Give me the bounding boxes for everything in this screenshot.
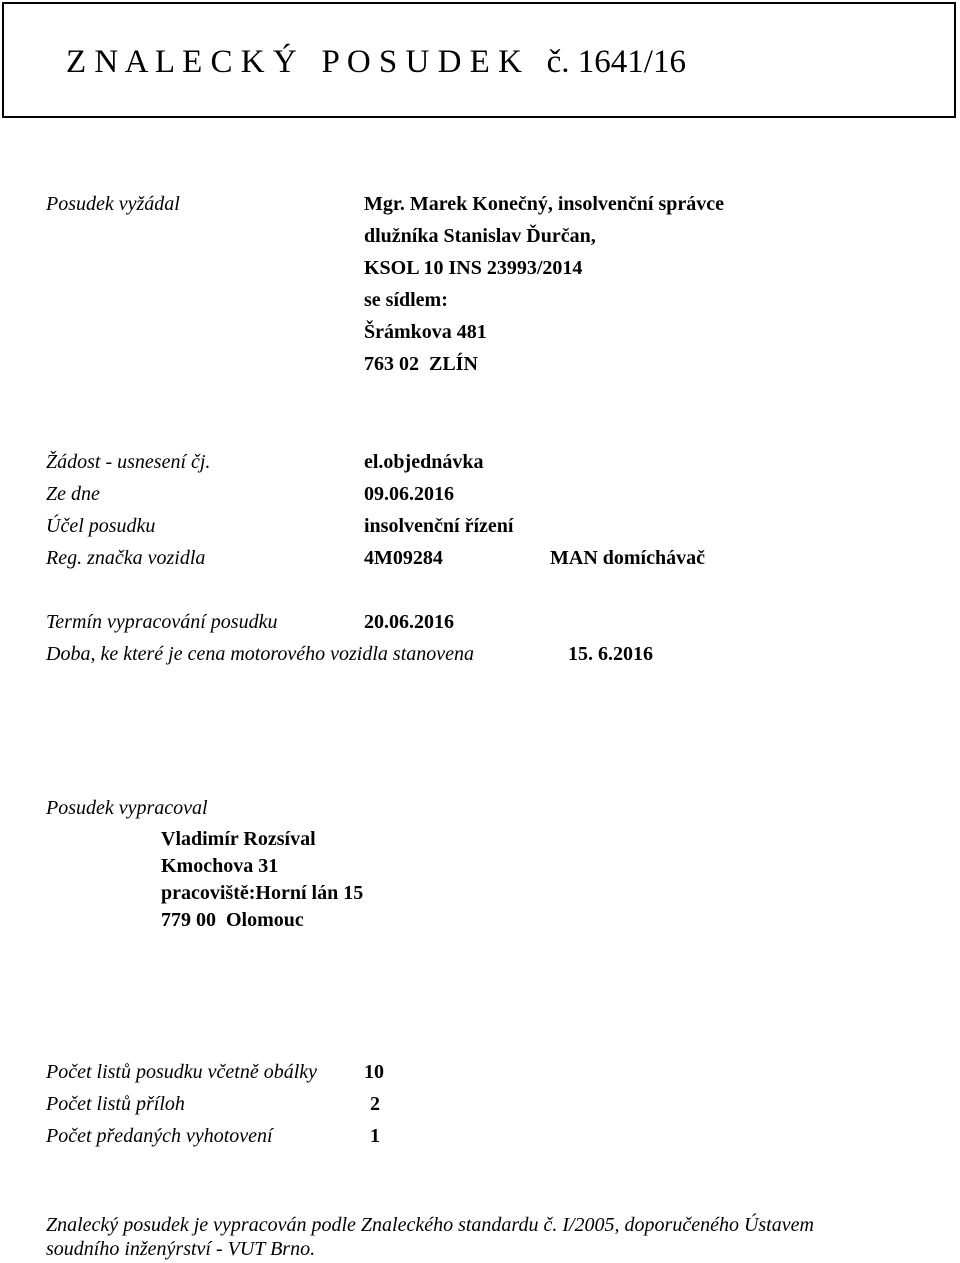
copies-value: 1 — [370, 1125, 380, 1147]
plate-label: Reg. značka vozidla — [46, 547, 206, 569]
requested-by-line: 763 02 ZLÍN — [364, 353, 478, 375]
prepared-by-block — [161, 826, 363, 934]
sheets-value: 10 — [364, 1061, 384, 1083]
plate-value: 4M09284 — [364, 547, 443, 569]
request-value: el.objednávka — [364, 451, 484, 473]
prepared-by-label: Posudek vypracoval — [46, 797, 208, 819]
copies-label: Počet předaných vyhotovení — [46, 1125, 273, 1147]
attachments-label: Počet listů příloh — [46, 1093, 185, 1115]
requested-by-line: KSOL 10 INS 23993/2014 — [364, 257, 583, 279]
valuation-date-label: Doba, ke které je cena motorového vozidla stanovena — [46, 643, 475, 665]
deadline-label: Termín vypracování posudku — [46, 611, 278, 633]
date-value: 09.06.2016 — [364, 483, 454, 505]
prepared-by-line: Vladimír Rozsíval — [161, 828, 316, 850]
date-label: Ze dne — [46, 483, 100, 505]
requested-by-line: se sídlem: — [364, 289, 448, 311]
requested-by-label: Posudek vyžádal — [46, 193, 180, 215]
footer-line-2: soudního inženýrství - VUT Brno. — [46, 1238, 316, 1260]
valuation-date-value: 15. 6.2016 — [568, 643, 653, 665]
request-label: Žádost - usnesení čj. — [46, 451, 211, 473]
requested-by-line: Šrámkova 481 — [364, 321, 487, 343]
attachments-value: 2 — [370, 1093, 380, 1115]
prepared-by-line: 779 00 Olomouc — [161, 909, 304, 931]
sheets-label: Počet listů posudku včetně obálky — [46, 1061, 318, 1083]
purpose-label: Účel posudku — [46, 515, 156, 537]
purpose-value: insolvenční řízení — [364, 515, 514, 537]
requested-by-line: dlužníka Stanislav Ďurčan, — [364, 225, 596, 247]
prepared-by-line: Kmochova 31 — [161, 855, 279, 877]
vehicle-value: MAN domíchávač — [550, 547, 705, 569]
prepared-by-line: pracoviště:Horní lán 15 — [161, 882, 364, 904]
title-box — [2, 2, 956, 118]
document-title: Z N A L E C K Ý P O S U D E K č. 1641/16 — [66, 44, 686, 80]
footer-line-1: Znalecký posudek je vypracován podle Znaleckého standardu č. I/2005, doporučeného Ústavem — [46, 1214, 814, 1236]
requested-by-block — [364, 188, 724, 380]
deadline-value: 20.06.2016 — [364, 611, 454, 633]
requested-by-line: Mgr. Marek Konečný, insolvenční správce — [364, 193, 724, 215]
